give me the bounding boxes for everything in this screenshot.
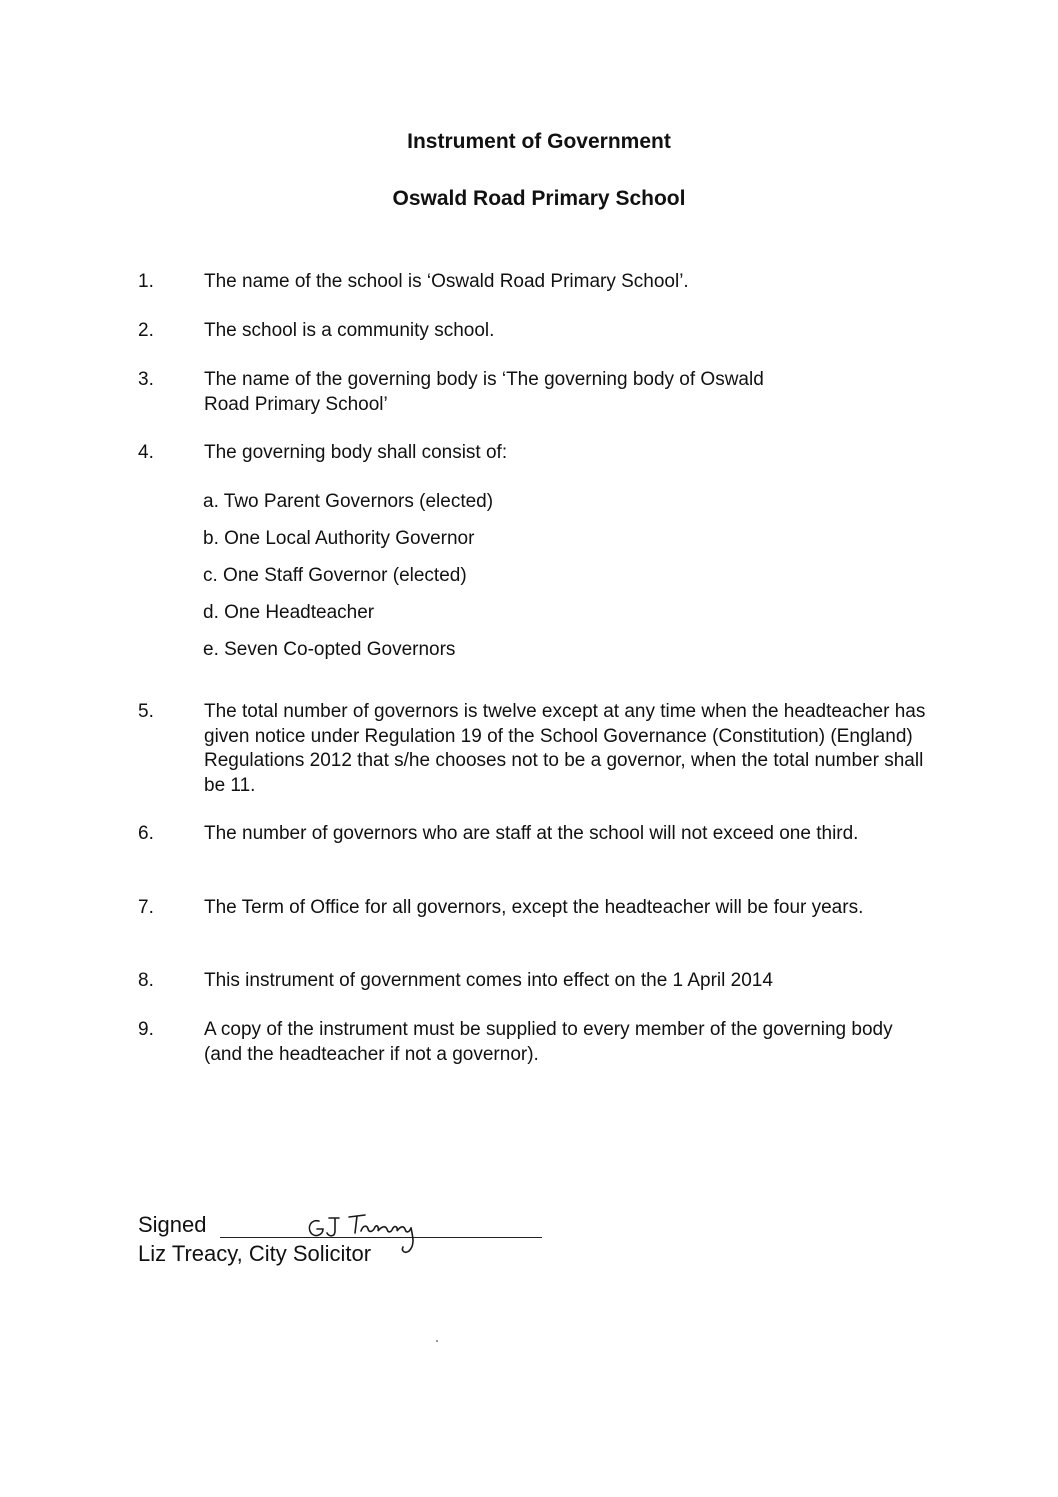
clause-text: A copy of the instrument must be supplied to every member of the governing body (and the headteacher if not a governor). — [204, 1019, 893, 1065]
clause-number: 8. — [138, 970, 154, 991]
composition-item-b: b. One Local Authority Governor — [203, 528, 475, 549]
clause-number: 5. — [138, 701, 154, 722]
signature-label: Signed — [138, 1212, 207, 1237]
clause-text: The Term of Office for all governors, except the headteacher will be four years. — [204, 897, 864, 918]
composition-item-a: a. Two Parent Governors (elected) — [203, 491, 494, 512]
clause-number: 7. — [138, 897, 154, 918]
school-name: Oswald Road Primary School — [392, 187, 686, 210]
composition-item-e: e. Seven Co-opted Governors — [203, 639, 456, 660]
composition-item-d: d. One Headteacher — [203, 602, 375, 623]
clause-number: 4. — [138, 442, 154, 463]
composition-item-c: c. One Staff Governor (elected) — [203, 565, 467, 586]
clause-number: 6. — [138, 823, 154, 844]
clause-text: The name of the governing body is ‘The governing body of Oswald Road Primary School’ — [204, 369, 764, 415]
clause-text: The total number of governors is twelve except at any time when the headteacher has given notice under Regulation 19 of the School Governance (Constitution) (England) Regulations 2012 that s/he chooses not to be a governor, when the total number shall be 11. — [204, 701, 926, 796]
document-title: Instrument of Government — [407, 130, 671, 153]
clause-text: The governing body shall consist of: — [204, 442, 508, 463]
signatory-name: Liz Treacy, City Solicitor — [138, 1241, 372, 1266]
clause-text: The name of the school is ‘Oswald Road Primary School’. — [204, 271, 689, 292]
clause-number: 1. — [138, 271, 154, 292]
clause-text: The number of governors who are staff at the school will not exceed one third. — [204, 823, 859, 844]
clause-text: This instrument of government comes into effect on the 1 April 2014 — [204, 970, 773, 991]
scan-speck — [436, 1340, 438, 1342]
clause-number: 2. — [138, 320, 154, 341]
clause-text: The school is a community school. — [204, 320, 495, 341]
clause-number: 3. — [138, 369, 154, 390]
clause-number: 9. — [138, 1019, 154, 1040]
